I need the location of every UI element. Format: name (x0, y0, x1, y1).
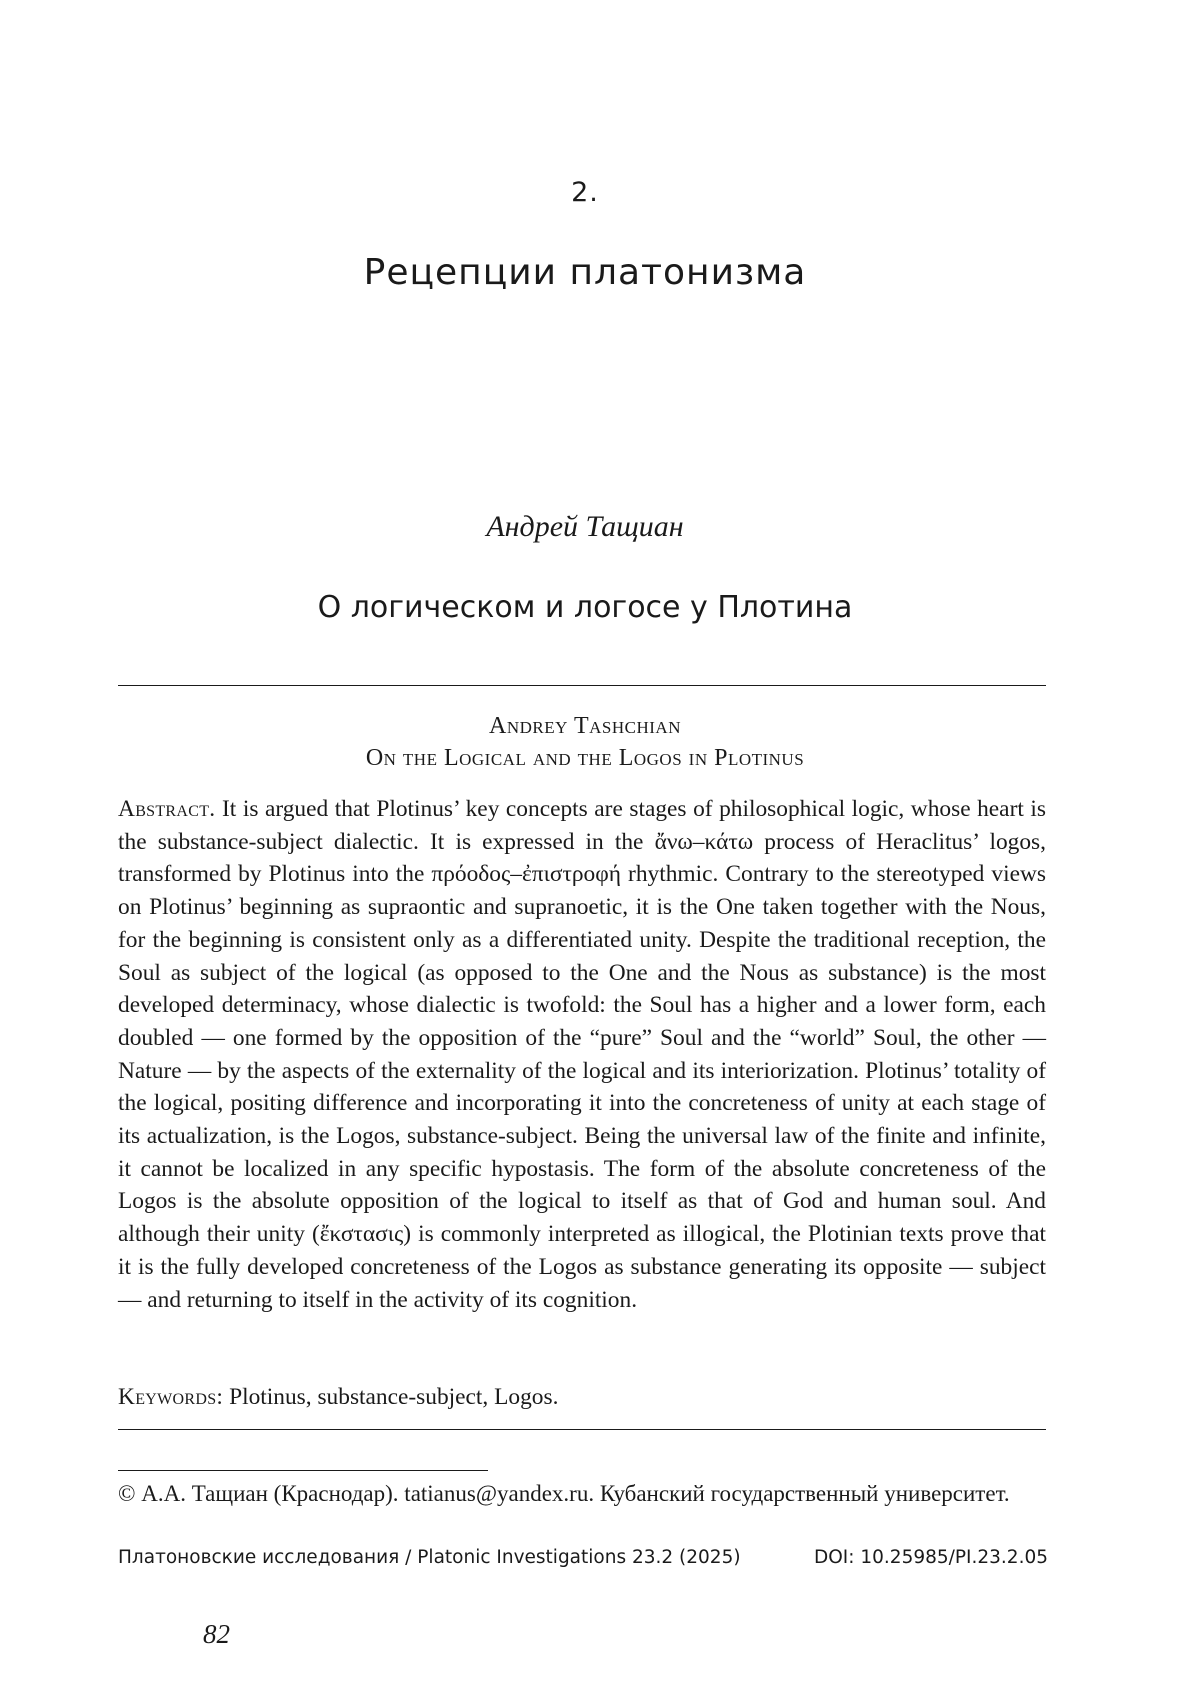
author-footnote: © А.А. Тащиан (Краснодар). tatianus@yandex.ru. Кубанский государственный университет. (118, 1481, 1010, 1506)
doi: DOI: 10.25985/PI.23.2.05 (814, 1547, 1048, 1568)
abstract-text: It is argued that Plotinus’ key concepts are stages of philosophical logic, whose heart is the substance-subject dialectic. It is expressed in the ἄνω–κάτω process of Heraclitus’ logos, transformed by Plotinus into the πρόοδος–ἐπιστροφή rhythmic. Contrary to the stereotyped views on Plotinus’ beginning as supraontic and supranoetic, it is the One taken together with the Nous, for the beginning is consistent only as a differentiated unity. Despite the traditional reception, the Soul as subject of the logical (as opposed to the One and the Nous as substance) is the most developed determinacy, whose dialectic is twofold: the Soul has a higher and a lower form, each doubled — one formed by the opposition of the “pure” Soul and the “world” Soul, the other — Nature — by the aspects of the externality of the logical and its interiorization. Plotinus’ totality of the logical, positing difference and incorporating it into the concreteness of unity at each stage of its actualization, is the Logos, substance-subject. Being the universal law of the finite and infinite, it cannot be localized in any specific hypostasis. The form of the absolute concreteness of the Logos is the absolute opposition of the logical to itself as that of God and human soul. And although their unity (ἔκστασις) is commonly interpreted as illogical, the Plotinian texts prove that it is the fully developed concreteness of the Logos as substance generating its opposite — subject — and returning to itself in the activity of its cognition. (118, 796, 1046, 1313)
article-title-en: On the Logical and the Logos in Plotinus (365, 745, 805, 771)
abstract-label: Abstract. (118, 796, 216, 822)
abstract-bottom-rule (118, 1429, 1046, 1430)
keywords (118, 1381, 1046, 1414)
journal-footer (118, 1547, 1048, 1568)
keywords-text: Plotinus, substance-subject, Logos. (229, 1384, 559, 1410)
section-title: Рецепции платонизма (363, 252, 807, 293)
abstract (118, 793, 1046, 1316)
article-title-ru: О логическом и логосе у Плотина (317, 590, 853, 625)
abstract-top-rule (118, 685, 1046, 686)
journal-citation: Платоновские исследования / Platonic Investigations 23.2 (2025) (118, 1547, 741, 1568)
page-number: 82 (203, 1619, 230, 1649)
keywords-label: Keywords: (118, 1384, 224, 1410)
section-number: 2. (571, 177, 599, 208)
author-name-en: Andrey Tashchian (489, 713, 681, 739)
author-name-ru: Андрей Тащиан (486, 510, 684, 543)
footnote-rule (118, 1470, 488, 1471)
